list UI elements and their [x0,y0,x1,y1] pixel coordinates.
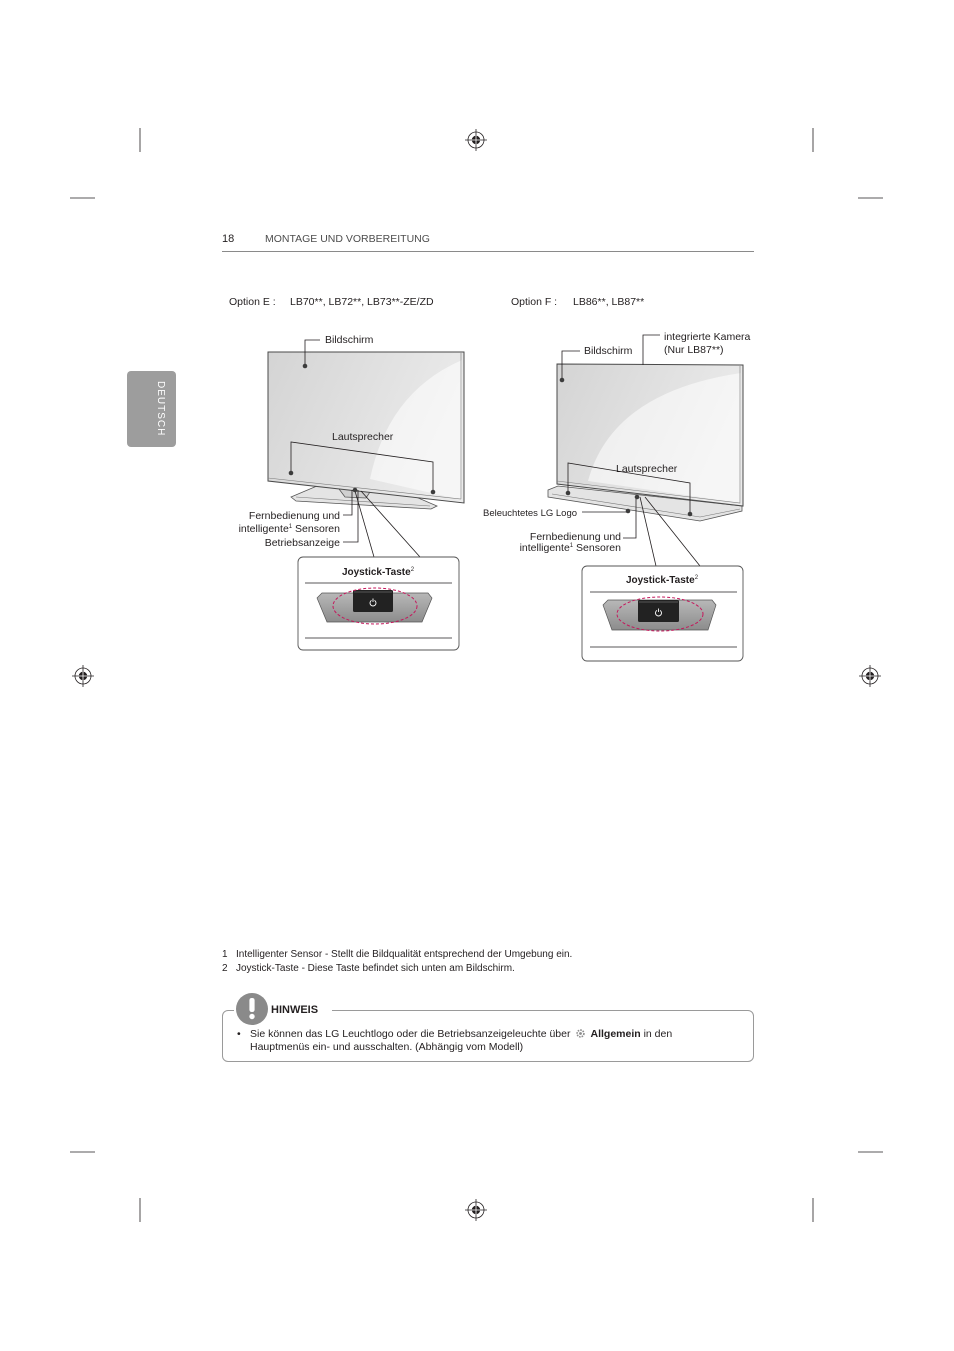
footnote-text: Joystick-Taste - Diese Taste befindet sich unten am Bildschirm. [236,963,515,974]
footnote-ref-1: 1 [569,543,574,549]
callout-dot [431,490,436,495]
footnote-text: Intelligenter Sensor - Stellt die Bildqualität entsprechend der Umgebung ein. [236,949,573,960]
joystick-inset-option-f [582,566,743,661]
footnote [222,962,515,975]
label-remote-suffix: Sensoren [573,542,621,554]
callout-dot [626,509,631,514]
note-text-after: in den [640,1028,673,1040]
label-power-indicator: Betriebsanzeige [264,537,340,549]
callout-line-camera [643,335,660,365]
footnote-ref-2: 2 [694,575,699,581]
joystick-title-text: Joystick-Taste [341,567,411,578]
footnote-ref-2: 2 [410,567,415,573]
label-screen: Bildschirm [325,334,374,346]
registration-mark-icon [72,665,94,687]
label-speaker: Lautsprecher [332,431,394,443]
label-camera-line2: (Nur LB87**) [664,344,724,356]
language-tab [127,371,176,447]
note-text-line1 [250,1028,672,1041]
footnote-ref-1: 1 [288,524,293,530]
label-screen: Bildschirm [584,345,633,357]
language-tab-label: DEUTSCH [155,381,166,437]
callout-dot [566,491,571,496]
warning-icon [236,993,268,1025]
label-speaker: Lautsprecher [616,463,678,475]
footnote [222,948,572,961]
label-camera-line1: integrierte Kamera [664,331,751,343]
registration-mark-icon [465,1199,487,1221]
joystick-inset-option-e [298,557,459,650]
footnote-number: 2 [222,963,228,974]
registration-mark-icon [465,129,487,151]
callout-dot [303,364,308,369]
label-lg-logo: Beleuchtetes LG Logo [483,508,578,519]
callout-dot [635,495,640,500]
label-remote-line1: Fernbedienung und [529,531,621,543]
note-title: HINWEIS [271,1004,319,1016]
callout-dot [560,378,565,383]
note-text-before: Sie können das LG Leuchtlogo oder die Betriebsanzeigeleuchte über [250,1028,571,1040]
note-text-line2: Hauptmenüs ein- und ausschalten. (Abhängig vom Modell) [250,1041,524,1053]
label-remote-line1: Fernbedienung und [248,510,340,522]
page-number: 18 [222,233,235,245]
callout-dot [353,488,358,493]
option-e-label: Option E : [229,296,276,308]
option-f-label: Option F : [511,296,558,308]
option-e-models: LB70**, LB72**, LB73**-ZE/ZD [290,296,434,308]
joystick-title [342,567,415,578]
header-rule [222,251,754,252]
label-remote-suffix: Sensoren [292,523,340,535]
option-f-models: LB86**, LB87** [573,296,645,308]
joystick-title [626,575,699,586]
registration-mark-icon [859,665,881,687]
label-remote-prefix: intelligente [519,542,570,554]
joystick-title-text: Joystick-Taste [625,575,695,586]
callout-dot [289,471,294,476]
section-title: MONTAGE UND VORBEREITUNG [265,233,430,245]
label-remote-prefix: intelligente [238,523,289,535]
callout-dot [688,512,693,517]
note-bullet: • [237,1028,241,1040]
settings-icon [575,1028,586,1039]
label-remote-line2 [239,523,341,535]
label-remote-line2 [520,542,622,554]
note-menu-name: Allgemein [590,1028,641,1040]
footnote-number: 1 [222,949,228,960]
